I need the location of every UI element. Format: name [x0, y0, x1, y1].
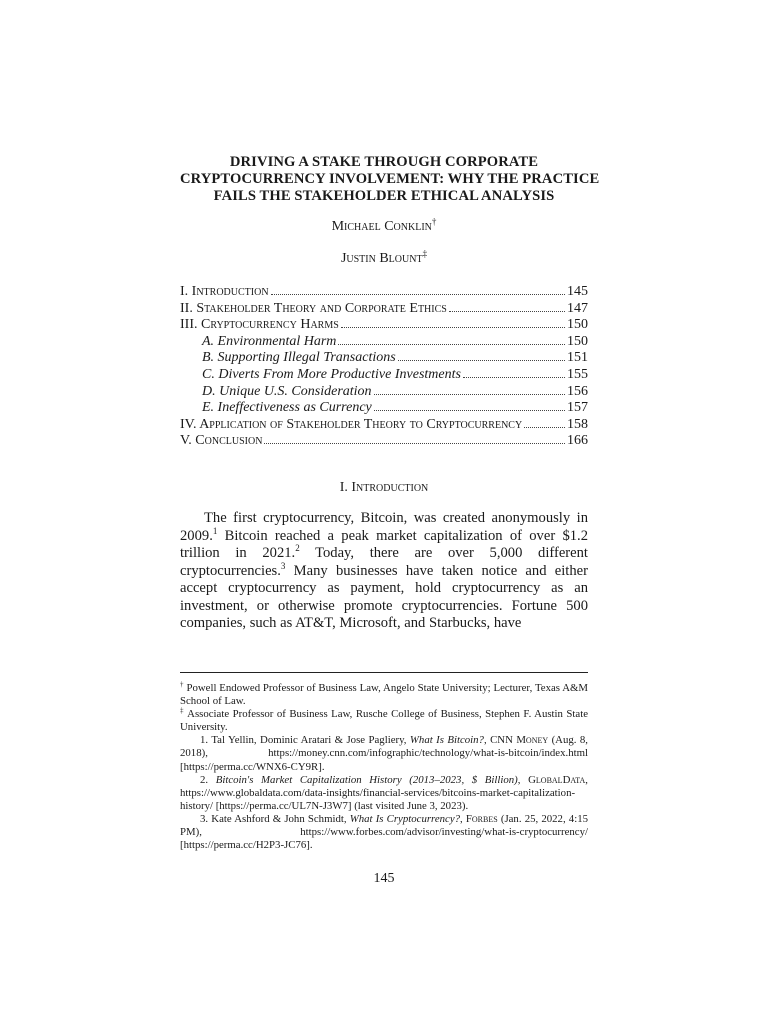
toc-leader	[449, 301, 565, 312]
toc-entry[interactable]	[180, 317, 588, 334]
footnote-source: GlobalData	[528, 773, 586, 786]
author-name: Justin Blount	[340, 251, 423, 266]
footnote-ref[interactable]: 1	[212, 525, 218, 536]
toc-leader	[271, 284, 565, 295]
toc-leader	[264, 433, 565, 444]
footnote-1: 1. Tal Yellin, Dominic Aratari & Jose Pagliery, What Is Bitcoin?, CNN Money (Aug. 8, 2018), https://money.cnn.com/infographic/technology/what-is-bitcoin/index.html [https://perma.cc/WNX6-CY9R].	[180, 734, 588, 773]
footnote-text: Powell Endowed Professor of Business Law, Angelo State University; Lecturer, Texas A&M School of Law.	[180, 682, 588, 708]
toc-label: I. Introduction	[180, 284, 269, 299]
toc-page: 150	[567, 333, 588, 349]
toc-leader	[524, 417, 565, 428]
toc-subentry[interactable]	[180, 367, 588, 384]
footnote-ref[interactable]: 3	[280, 560, 286, 571]
toc-label: II. Stakeholder Theory and Corporate Ethics	[180, 300, 447, 316]
footnote-source: Forbes	[465, 812, 498, 825]
toc-page: 150	[567, 317, 588, 333]
toc-page: 155	[567, 366, 588, 382]
title-line-2: CRYPTOCURRENCY INVOLVEMENT: WHY THE PRACTICE	[180, 171, 600, 187]
title-line-3: FAILS THE STAKEHOLDER ETHICAL ANALYSIS	[213, 188, 555, 204]
footnote-authors: Tal Yellin, Dominic Aratari & Jose Pagliery,	[211, 734, 407, 747]
footnote-number: 2.	[200, 773, 209, 786]
toc-leader	[374, 400, 565, 411]
toc-entry[interactable]	[180, 417, 588, 434]
toc-page: 166	[567, 433, 588, 449]
footnote-authors: Kate Ashford & John Schmidt,	[211, 812, 347, 825]
footnote-citation[interactable]: (Aug. 8, 2018), https://money.cnn.com/infographic/technology/what-is-bitcoin/index.html [https://perma.cc/WNX6-CY9R].	[180, 734, 588, 773]
toc-label: III. Cryptocurrency Harms	[180, 317, 339, 333]
footnote-double-dagger	[180, 708, 588, 734]
footnote-title: What Is Bitcoin?	[409, 734, 484, 747]
toc-page: 158	[567, 416, 588, 432]
footnotes	[180, 682, 588, 852]
toc-subentry[interactable]	[180, 334, 588, 351]
article-title	[180, 154, 600, 205]
footnote-number: 1.	[200, 734, 209, 747]
footnote-mark: ‡	[180, 706, 185, 715]
toc-leader	[463, 367, 565, 378]
footnote-mark: †	[180, 680, 184, 689]
author-1	[180, 216, 588, 235]
footnote-dagger	[180, 682, 588, 708]
footnote-title: What Is Cryptocurrency?	[349, 812, 461, 825]
toc-entry[interactable]	[180, 433, 588, 450]
toc-subentry[interactable]	[180, 400, 588, 417]
author-name: Michael Conklin	[331, 219, 432, 234]
footnote-source: CNN Money	[490, 734, 549, 747]
footnote-number: 3.	[200, 812, 209, 825]
toc-subentry[interactable]	[180, 350, 588, 367]
body-text	[180, 510, 588, 633]
table-of-contents	[180, 284, 588, 450]
footnote-ref[interactable]: 2	[295, 543, 300, 554]
toc-page: 145	[567, 284, 588, 299]
footnote-citation[interactable]: https://www.globaldata.com/data-insights/financial-services/bitcoins-market-capitalization-history/ [https://perma.cc/UL7N-J3W7] (last visited June 3, 2023).	[180, 786, 576, 812]
toc-label: A. Environmental Harm	[202, 333, 337, 349]
author-footnote-mark[interactable]: †	[431, 216, 437, 227]
toc-entry[interactable]	[180, 301, 588, 318]
footnote-separator	[180, 672, 588, 673]
toc-page: 147	[567, 300, 588, 316]
body-paragraph	[180, 510, 588, 633]
toc-label: E. Ineffectiveness as Currency	[202, 400, 372, 416]
toc-label: D. Unique U.S. Consideration	[202, 383, 372, 399]
toc-leader	[374, 384, 565, 395]
body-sentence: The first cryptocurrency, Bitcoin, was created anonymously in 2009.	[180, 510, 588, 544]
toc-leader	[398, 350, 565, 361]
footnote-citation[interactable]: (Jan. 25, 2022, 4:15 PM), https://www.forbes.com/advisor/investing/what-is-cryptocurrency/ [https://perma.cc/H2P3-JC76].	[180, 812, 588, 852]
toc-leader	[338, 334, 565, 345]
toc-leader	[341, 317, 565, 328]
body-sentence: Bitcoin reached a peak market capitalization of over $1.2 trillion in 2021.	[180, 527, 589, 561]
toc-page: 156	[567, 383, 588, 399]
author-2	[180, 248, 588, 267]
toc-page: 157	[567, 400, 588, 416]
footnote-text: Associate Professor of Business Law, Rusche College of Business, Stephen F. Austin State University.	[180, 708, 588, 734]
footnote-2: 2. Bitcoin's Market Capitalization History (2013–2023, $ Billion), GlobalData, https://www.globaldata.com/data-insights/financial-services/bitcoins-market-capitalization-history/ [https://perma.cc/UL7N-J3W7] (last visited June 3, 2023).	[180, 773, 588, 812]
author-footnote-mark[interactable]: ‡	[422, 248, 428, 259]
footnote-title: Bitcoin's Market Capitalization History (2013–2023, $ Billion)	[215, 773, 518, 786]
page-number: 145	[373, 871, 395, 886]
toc-label: C. Diverts From More Productive Investments	[202, 366, 461, 382]
toc-page: 151	[567, 350, 588, 366]
toc-subentry[interactable]	[180, 384, 588, 401]
title-line-1: DRIVING A STAKE THROUGH CORPORATE	[229, 154, 539, 170]
toc-label: IV. Application of Stakeholder Theory to Cryptocurrency	[180, 416, 523, 432]
section-heading: I. Introduction	[339, 480, 429, 495]
toc-label: V. Conclusion	[180, 433, 263, 449]
toc-label: B. Supporting Illegal Transactions	[202, 350, 396, 366]
body-sentence: Today, there are over 5,000 different cryptocurrencies.	[180, 545, 588, 579]
body-sentence: Many businesses have taken notice and either accept cryptocurrency as payment, hold cryptocurrency as an investment, or otherwise promote cryptocurrencies. Fortune 500 companies, such as AT&T, Microsoft, and Starbucks, have	[180, 562, 588, 631]
footnote-3: 3. Kate Ashford & John Schmidt, What Is Cryptocurrency?, Forbes (Jan. 25, 2022, 4:15 PM), https://www.forbes.com/advisor/investing/what-is-cryptocurrency/ [https://perma.cc/H2P3-JC76].	[180, 812, 588, 852]
toc-entry[interactable]	[180, 284, 588, 301]
